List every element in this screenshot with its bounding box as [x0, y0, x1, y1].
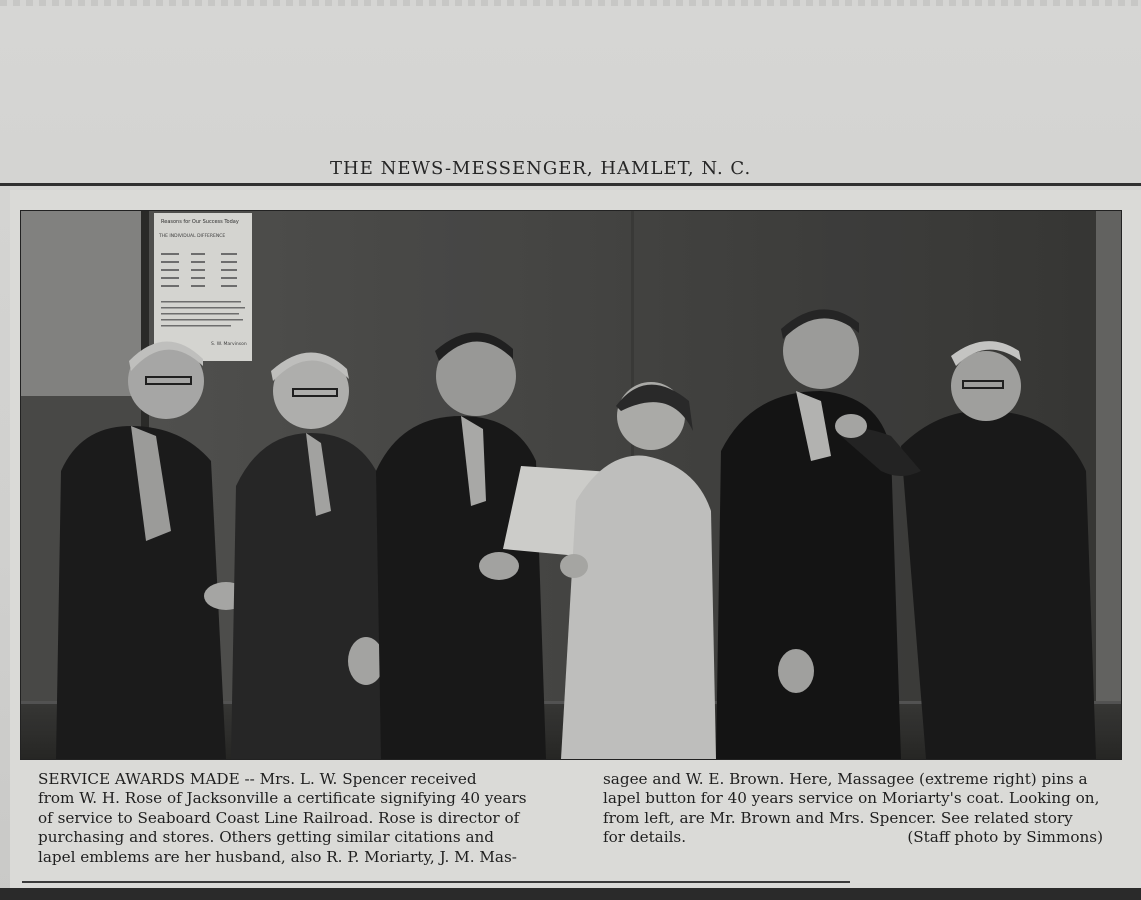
masthead-rule: [0, 183, 1141, 186]
notice-title: Reasons for Our Success Today: [161, 219, 239, 225]
caption-line: for details.: [603, 828, 687, 847]
notice-heading: THE INDIVIDUAL DIFFERENCE: [159, 234, 226, 239]
caption-line: from W. H. Rose of Jacksonville a certificate signifying 40 years: [38, 789, 527, 808]
photo-credit: (Staff photo by Simmons): [907, 828, 1103, 847]
caption-line: SERVICE AWARDS MADE -- Mrs. L. W. Spencer received: [38, 770, 477, 788]
masthead: THE NEWS-MESSENGER, HAMLET, N. C.: [330, 158, 752, 179]
caption-line: lapel button for 40 years service on Moriarty's coat. Looking on,: [603, 789, 1100, 808]
caption-line: of service to Seaboard Coast Line Railroad. Rose is director of: [38, 808, 520, 827]
caption-line: sagee and W. E. Brown. Here, Massagee (extreme right) pins a: [603, 770, 1088, 788]
torn-paper-edge: [0, 0, 1141, 6]
photo-caption-left-column: [38, 770, 540, 867]
caption-line: from left, are Mr. Brown and Mrs. Spencer. See related story: [603, 808, 1073, 827]
news-photo: [20, 210, 1122, 760]
scan-bottom-edge: [0, 888, 1141, 900]
bottom-rule: [22, 881, 850, 883]
caption-line: lapel emblems are her husband, also R. P. Moriarty, J. M. Mas-: [38, 847, 517, 866]
photo-caption-right-column: [603, 770, 1103, 848]
caption-line: purchasing and stores. Others getting similar citations and: [38, 828, 495, 847]
photo-illustration: [21, 211, 1121, 759]
notice-signature: S. W. Marvinson: [211, 342, 247, 347]
